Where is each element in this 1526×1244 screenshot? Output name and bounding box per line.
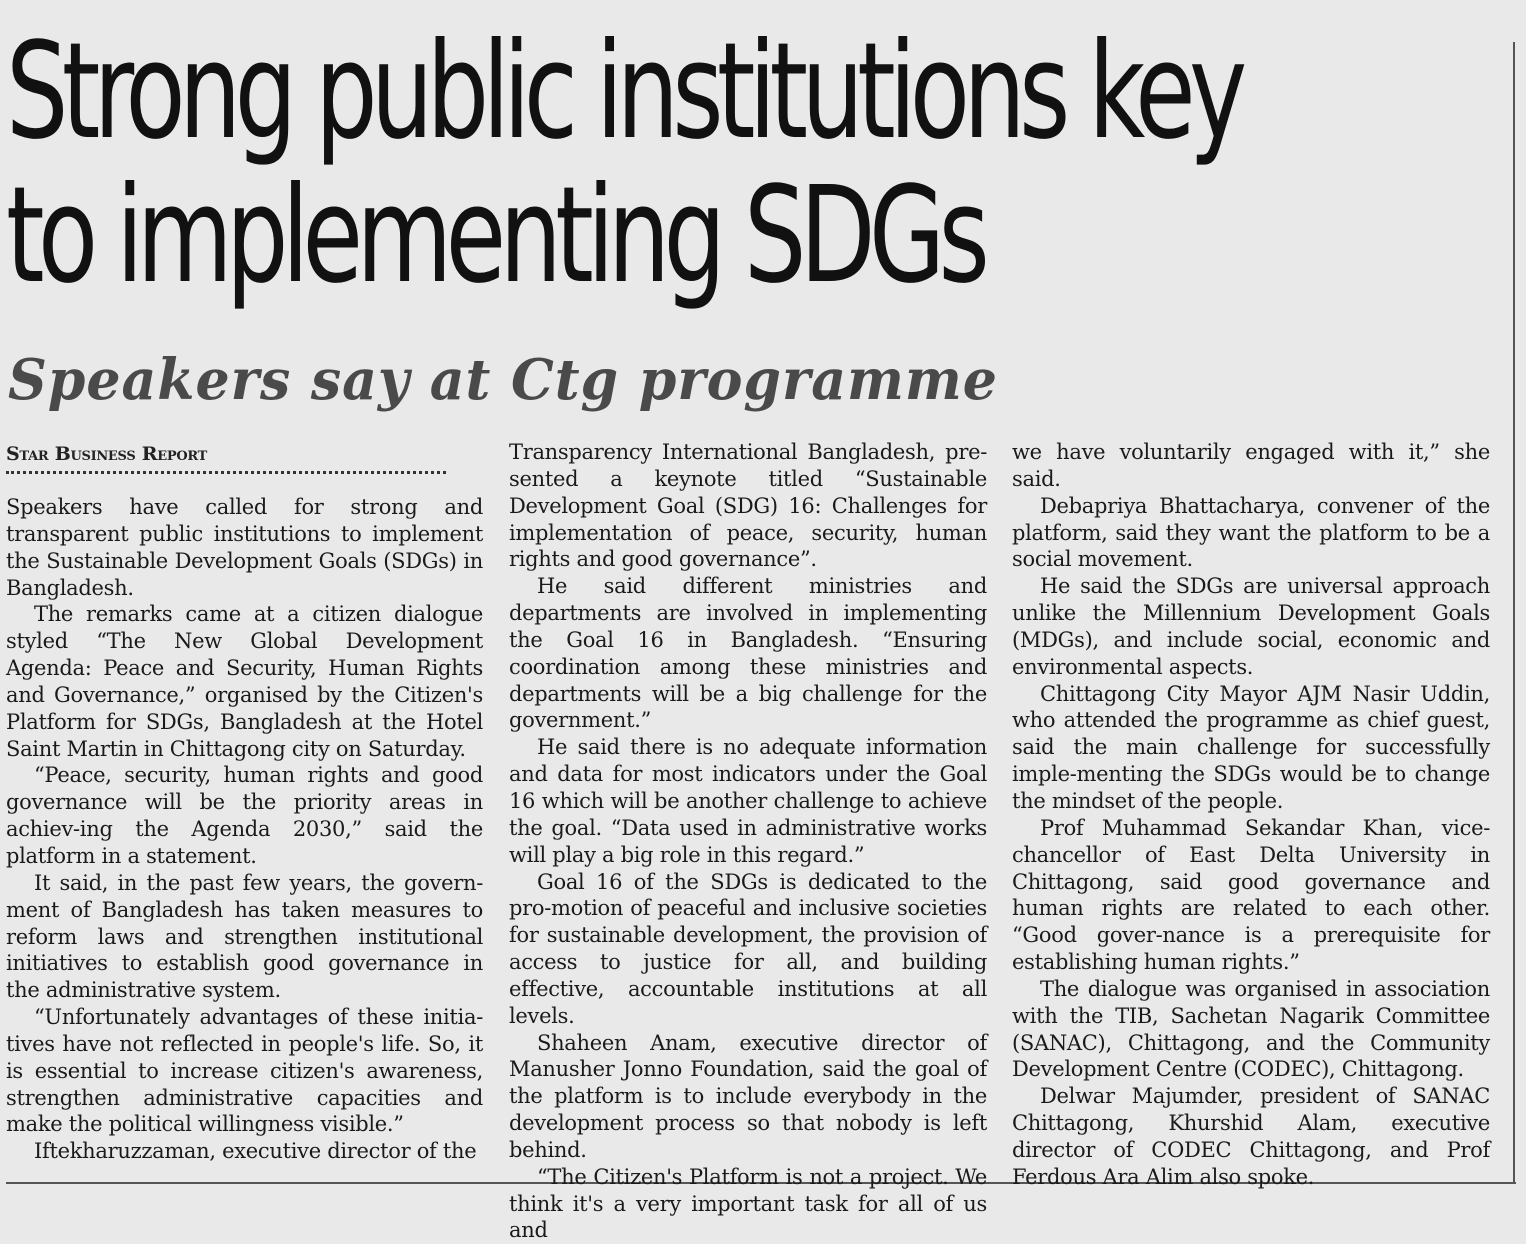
paragraph: Iftekharuzzaman, executive director of the [34, 1139, 477, 1164]
paragraph: Goal 16 of the SDGs is dedicated to the pro-motion of peaceful and inclusive societies for sustainable development, the provision of access to justice for all, and building effective, accountable institutions at all levels. [509, 869, 987, 1028]
paragraph: He said there is no adequate information and data for most indicators under the Goal 16 which will be another challenge to achieve the goal. “Data used in administrative works will play a big role in this regard.” [509, 735, 987, 867]
paragraph: Transparency International Bangladesh, pre-sented a keynote titled “Sustainable Development Goal (SDG) 16: Challenges for implementation of peace, security, human rights and good governance”. [509, 440, 987, 572]
paragraph: Shaheen Anam, executive director of Manusher Jonno Foundation, said the goal of the platform is to include everybody in the development process so that nobody is left behind. [509, 1030, 987, 1162]
paragraph: Speakers have called for strong and transparent public institutions to implement the Sustainable Development Goals (SDGs) in Bangladesh. [6, 495, 483, 600]
column-rule-right [1513, 42, 1515, 1182]
headline [6, 15, 1241, 313]
paragraph: “The Citizen's Platform is not a project. We think it's a very important task for all of us and [509, 1164, 987, 1243]
byline-dotted-divider [6, 471, 446, 474]
paragraph: The remarks came at a citizen dialogue styled “The New Global Development Agenda: Peace and Security, Human Rights and Governance,” organised by the Citizen's Platform for SDGs, Bangladesh at the Hotel Saint Martin in Chittagong city on Saturday. [6, 602, 483, 761]
headline-line-2: to implementing SDGs [6, 159, 984, 313]
article-column-3 [1012, 439, 1490, 1189]
paragraph: we have voluntarily engaged with it,” she said. [1012, 440, 1490, 491]
paragraph: He said the SDGs are universal approach unlike the Millennium Development Goals (MDGs), and include social, economic and environmental aspects. [1012, 574, 1490, 679]
paragraph: “Peace, security, human rights and good governance will be the priority areas in achiev-ing the Agenda 2030,” said the platform in a statement. [6, 763, 483, 868]
byline: Star Business Report [6, 443, 207, 465]
article-column-1 [6, 439, 483, 1174]
paragraph: It said, in the past few years, the govern-ment of Bangladesh has taken measures to reform laws and strengthen institutional initiatives to establish good governance in the administrative system. [6, 870, 483, 1003]
article-column-2 [509, 439, 987, 1243]
headline-line-1: Strong public institutions key [6, 15, 1241, 169]
paragraph: The dialogue was organised in association with the TIB, Sachetan Nagarik Committee (SANAC), Chittagong, and the Community Development Centre (CODEC), Chittagong. [1012, 976, 1490, 1082]
paragraph: Delwar Majumder, president of SANAC Chittagong, Khurshid Alam, executive director of CODEC Chittagong, and Prof Ferdous Ara Alim also spoke. [1012, 1084, 1490, 1189]
paragraph: Prof Muhammad Sekandar Khan, vice-chancellor of East Delta University in Chittagong, said good governance and human rights are related to each other. “Good gover-nance is a prerequisite for establishing human rights.” [1012, 815, 1490, 975]
paragraph: He said different ministries and departments are involved in implementing the Goal 16 in Bangladesh. “Ensuring coordination among these ministries and departments will be a big challenge for the government.” [509, 574, 987, 733]
paragraph: Debapriya Bhattacharya, convener of the platform, said they want the platform to be a social movement. [1012, 493, 1490, 572]
subheadline: Speakers say at Ctg programme [8, 347, 998, 413]
paragraph: “Unfortunately advantages of these initia-tives have not reflected in people's life. So, it is essential to increase citizen's awareness, strengthen administrative capacities and make the political willingness visible.” [6, 1005, 483, 1137]
paragraph: Chittagong City Mayor AJM Nasir Uddin, who attended the programme as chief guest, said the main challenge for successfully imple-menting the SDGs would be to change the mindset of the people. [1012, 681, 1490, 813]
